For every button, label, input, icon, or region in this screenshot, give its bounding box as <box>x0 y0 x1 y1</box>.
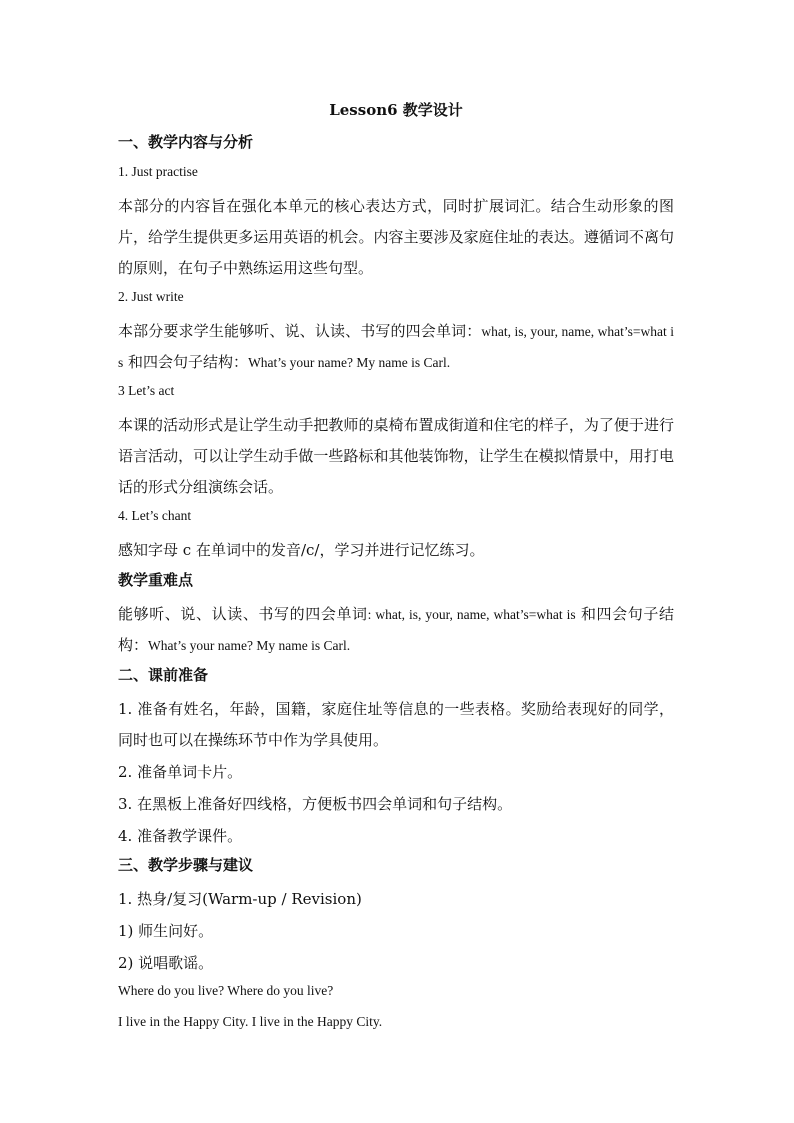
paragraph-just-write <box>118 316 674 378</box>
chant-line-2: I live in the Happy City. I live in the Happy City. <box>118 1014 383 1029</box>
section-heading-content-analysis: 一、教学内容与分析 <box>118 133 254 151</box>
preparation-item: 3. 在黑板上准备好四线格，方便板书四会单词和句子结构。 <box>118 795 513 813</box>
step-chant: 2) 说唱歌谣。 <box>118 954 214 972</box>
section-heading-steps: 三、教学步骤与建议 <box>118 856 254 874</box>
section-heading-key-points: 教学重难点 <box>118 571 194 589</box>
subheading-lets-chant: 4. Let’s chant <box>118 508 192 523</box>
key-points-text-c: 和四会句子结构： <box>118 605 674 654</box>
key-points-words: : what, is, your, name, what’s=what is <box>367 607 576 622</box>
paragraph-just-practise: 本部分的内容旨在强化本单元的核心表达方式，同时扩展词汇。结合生动形象的图片，给学生提供更多运用英语的机会。内容主要涉及家庭住址的表达。遵循词不离句的原则，在句子中熟练运用这些句型。 <box>118 197 674 277</box>
paragraph-lets-act: 本课的活动形式是让学生动手把教师的桌椅布置成街道和住宅的样子，为了便于进行语言活动，可以让学生动手做一些路标和其他装饰物，让学生在模拟情景中，用打电话的形式分组演练会话。 <box>118 416 674 496</box>
document-body <box>118 98 674 1042</box>
just-write-words: what, is, your, name, what’s=what is <box>118 324 674 370</box>
step-warm-up: 1. 热身/复习(Warm-up / Revision) <box>118 890 362 908</box>
subheading-lets-act: 3 Let’s act <box>118 383 175 398</box>
paragraph-lets-chant: 感知字母 c 在单词中的发音/c/，学习并进行记忆练习。 <box>118 541 485 559</box>
just-write-text-c: 和四会句子结构： <box>128 353 249 371</box>
key-points-text-a: 能够听、说、认读、书写的四会单词 <box>118 605 368 623</box>
preparation-item: 2. 准备单词卡片。 <box>118 763 243 781</box>
just-write-sentence: What’s your name? My name is Carl. <box>248 355 451 370</box>
step-greeting: 1) 师生问好。 <box>118 922 214 940</box>
subheading-just-practise: 1. Just practise <box>118 164 198 179</box>
chant-line-1: Where do you live? Where do you live? <box>118 983 334 998</box>
just-write-text-a: 本部分要求学生能够听、说、认读、书写的四会单词： <box>118 322 482 340</box>
section-heading-preparation: 二、课前准备 <box>118 666 209 684</box>
document-title: Lesson6 教学设计 <box>329 101 463 119</box>
preparation-item: 4. 准备教学课件。 <box>118 827 243 845</box>
key-points-sentence: What’s your name? My name is Carl. <box>148 638 351 653</box>
preparation-item: 1. 准备有姓名，年龄，国籍，家庭住址等信息的一些表格。奖励给表现好的同学，同时也可以在操练环节中作为学具使用。 <box>118 700 674 749</box>
subheading-just-write: 2. Just write <box>118 289 184 304</box>
paragraph-key-points <box>118 599 674 661</box>
